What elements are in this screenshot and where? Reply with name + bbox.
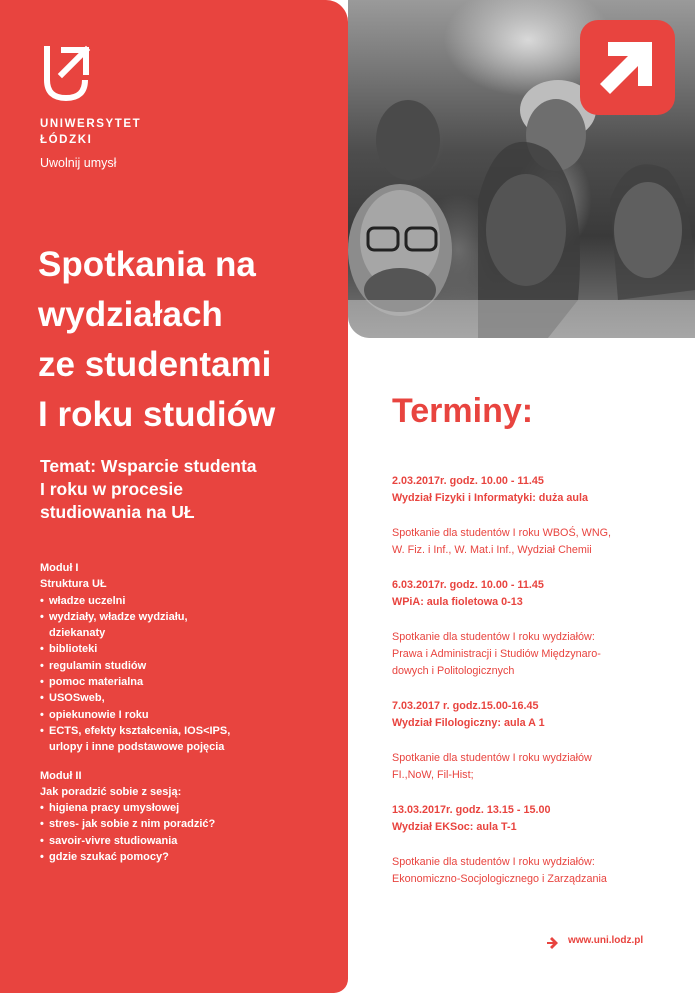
module-heading: Moduł I — [40, 562, 79, 574]
schedule-date: 7.03.2017 r. godz.15.00-16.45 — [392, 700, 539, 712]
schedule-place: Wydział Filologiczny: aula A 1 — [392, 717, 545, 729]
schedule-place: WPiA: aula fioletowa 0-13 — [392, 596, 523, 608]
students-photo — [348, 0, 695, 338]
schedule-note-line: Spotkanie dla studentów I roku wydziałów: — [392, 856, 595, 868]
schedule-list — [392, 473, 682, 906]
subtitle-line: studiowania na UŁ — [40, 502, 195, 522]
title-line: ze studentami — [38, 345, 272, 384]
module-item: • pomoc materialna — [40, 674, 340, 690]
schedule-date: 6.03.2017r. godz. 10.00 - 11.45 — [392, 579, 544, 591]
module-item: • savoir-vivre studiowania — [40, 833, 340, 849]
module-item: • USOSweb, — [40, 690, 340, 706]
title-line: I roku studiów — [38, 395, 276, 434]
arrow-right-icon — [545, 935, 559, 954]
schedule-entry — [392, 698, 682, 732]
schedule-note-line: dowych i Politologicznych — [392, 665, 515, 677]
schedule-note-line: W. Fiz. i Inf., W. Mat.i Inf., Wydział Chemii — [392, 544, 592, 556]
schedule-place: Wydział Fizyki i Informatyki: duża aula — [392, 492, 588, 504]
module-heading: Moduł II — [40, 769, 82, 782]
poster-title — [38, 240, 338, 440]
schedule-note — [392, 629, 682, 680]
university-name — [40, 116, 240, 148]
module-item: • higiena pracy umysłowej — [40, 800, 340, 816]
schedule-place: Wydział EKSoc: aula T-1 — [392, 821, 517, 833]
schedule-note-line: Spotkanie dla studentów I roku WBOŚ, WNG, — [392, 527, 612, 539]
module-item: • stres- jak sobie z nim poradzić? — [40, 816, 340, 832]
module-item-continuation: urlopy i inne podstawowe pojęcia — [49, 741, 225, 754]
schedule-note-line: Spotkanie dla studentów I roku wydziałów — [392, 752, 592, 764]
module-item: • ECTS, efekty kształcenia, IOS<IPS, — [40, 723, 340, 739]
website-link[interactable]: www.uni.lodz.pl — [568, 935, 644, 946]
university-name-line2: ŁÓDZKI — [40, 134, 93, 146]
schedule-date: 13.03.2017r. godz. 13.15 - 15.00 — [392, 804, 551, 816]
module-item: • biblioteki — [40, 641, 340, 657]
module-item: • regulamin studiów — [40, 658, 340, 674]
schedule-note-line: Ekonomiczno-Socjologicznego i Zarządzania — [392, 873, 607, 885]
module-item: • władze uczelni — [40, 593, 340, 609]
module-subheading: Struktura UŁ — [40, 578, 107, 591]
module-item: • wydziały, władze wydziału, — [40, 609, 340, 625]
university-logo-icon — [40, 44, 92, 108]
module-item: • opiekunowie I roku — [40, 707, 340, 723]
schedule-heading: Terminy: — [392, 392, 534, 430]
subtitle-line: Temat: Wsparcie studenta — [40, 456, 257, 476]
subtitle-line: I roku w procesie — [40, 479, 183, 499]
schedule-entry — [392, 577, 682, 611]
university-name-line1: UNIWERSYTET — [40, 118, 142, 130]
schedule-entry — [392, 802, 682, 836]
schedule-entry — [392, 473, 682, 507]
title-line: Spotkania na — [38, 245, 256, 284]
module-2-items — [40, 800, 340, 865]
schedule-note-line: FI.,NoW, Fil-Hist; — [392, 769, 474, 781]
module-item-continuation: dziekanaty — [49, 627, 106, 640]
university-tagline: Uwolnij umysł — [40, 156, 117, 170]
poster-subtitle — [40, 455, 330, 524]
schedule-date: 2.03.2017r. godz. 10.00 - 11.45 — [392, 475, 544, 487]
title-line: wydziałach — [38, 295, 223, 334]
schedule-note-line: Spotkanie dla studentów I roku wydziałów: — [392, 631, 595, 643]
module-1-items — [40, 593, 340, 756]
module-item: • gdzie szukać pomocy? — [40, 849, 340, 865]
schedule-note-line: Prawa i Administracji i Studiów Międzynaro- — [392, 648, 601, 660]
module-subheading: Jak poradzić sobie z sesją: — [40, 785, 182, 798]
schedule-note — [392, 750, 682, 784]
modules-list — [40, 560, 340, 865]
schedule-note — [392, 854, 682, 888]
schedule-note — [392, 525, 682, 559]
